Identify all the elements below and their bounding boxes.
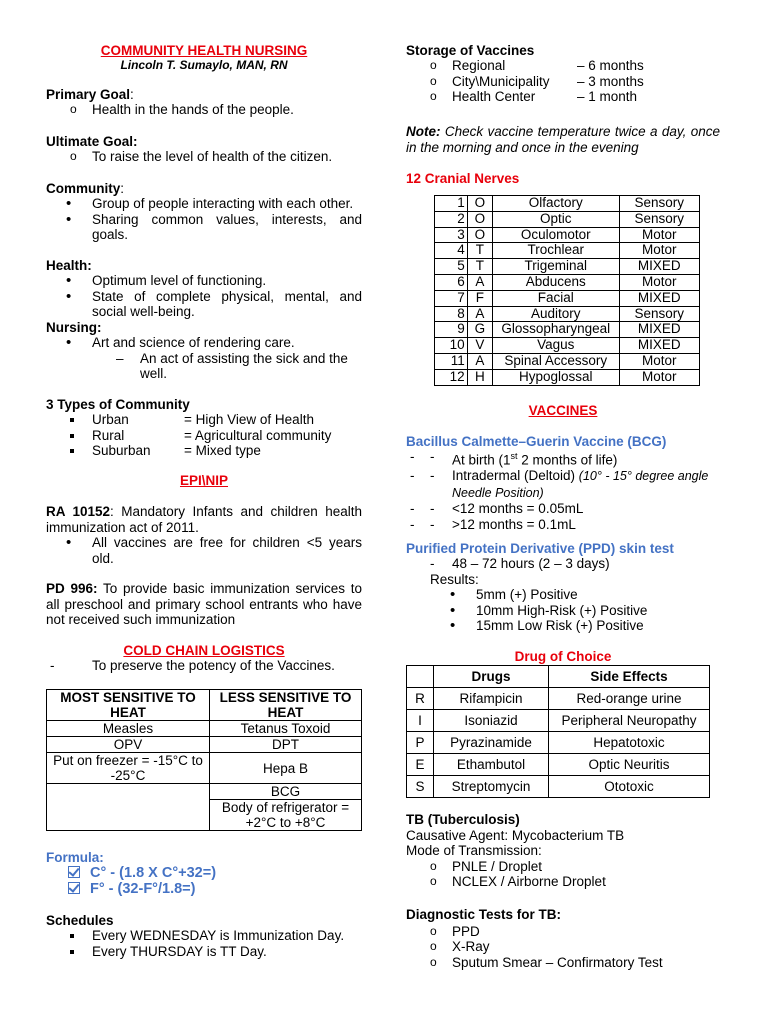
checkbox-icon [68,866,80,878]
vaccines-heading: VACCINES [528,403,598,418]
cranial-row [435,338,700,354]
health-section [46,258,362,320]
cold-table-cell: Put on freezer = -15°C to -25°C [47,753,210,784]
cranial-cell: O [467,211,492,227]
ultimate-goal-section [46,134,362,165]
community-item: • Group of people interacting with each other. [46,196,362,212]
cranial-row [435,227,700,243]
ra-section [46,504,362,566]
ppd-title: Purified Protein Derivative (PPD) skin test [406,541,674,556]
cranial-cell: Trochlear [492,243,619,259]
cranial-cell: G [467,322,492,338]
cranial-cell: Sensory [619,211,699,227]
cranial-cell: Sensory [619,196,699,212]
cranial-cell: A [467,274,492,290]
diagnostic-section [406,907,720,970]
drug-cell: Ototoxic [549,776,710,798]
cranial-cell: O [467,227,492,243]
result-item: • 15mm Low Risk (+) Positive [430,618,720,634]
schedule-item: Every WEDNESDAY is Immunization Day. [46,928,362,944]
storage-row: o Regional – 6 months [406,58,720,74]
cold-table-header: MOST SENSITIVE TO HEAT [47,690,210,721]
cold-chain-item: - To preserve the potency of the Vaccines. [46,658,362,674]
cranial-cell: 6 [435,274,468,290]
cranial-cell: 9 [435,322,468,338]
cranial-cell: MIXED [619,290,699,306]
cranial-cell: MIXED [619,259,699,275]
cold-chain-list [46,658,362,674]
cranial-cell: 12 [435,369,468,385]
cranial-cell: F [467,290,492,306]
tb-mode-item: o PNLE / Droplet [406,859,720,875]
health-item: • State of complete physical, mental, and social well-being. [46,289,362,320]
cranial-cell: Trigeminal [492,259,619,275]
formula-section [46,850,362,897]
cranial-cell: 7 [435,290,468,306]
tb-section [406,812,720,890]
tb-mode-item: o NCLEX / Airborne Droplet [406,874,720,890]
cranial-cell: A [467,353,492,369]
checkbox-icon [68,882,80,894]
ra-item: • All vaccines are free for children <5 years old. [46,535,362,566]
cranial-cell: O [467,196,492,212]
cranial-cell: 11 [435,353,468,369]
drug-cell: Red-orange urine [549,688,710,710]
note-text: Check vaccine temperature twice a day, once in the morning and once in the evening [406,124,720,155]
cranial-cell: Motor [619,353,699,369]
storage-label: Storage of Vaccines [406,43,535,58]
result-item: • 10mm High-Risk (+) Positive [430,603,720,619]
cranial-cell: 1 [435,196,468,212]
storage-row: o Health Center – 1 month [406,89,720,105]
cranial-cell: H [467,369,492,385]
cranial-cell: T [467,243,492,259]
nursing-label: Nursing: [46,320,102,335]
drug-cell: Isoniazid [434,710,549,732]
primary-goal-section [46,87,362,118]
drug-cell: E [407,754,434,776]
bcg-title: Bacillus Calmette–Guerin Vaccine (BCG) [406,434,667,449]
drug-row [407,776,710,798]
bcg-item: - - <12 months = 0.05mL [406,501,720,517]
drug-row [407,688,710,710]
formula-label: Formula: [46,850,104,865]
nursing-subitem: – An act of assisting the sick and the well. [116,350,348,381]
bcg-item: - - Intradermal (Deltoid) (10° - 15° degree angle Needle Position) [406,468,720,501]
drug-cell: I [407,710,434,732]
primary-goal-colon: : [130,87,134,102]
note-section [406,124,720,155]
community-colon: : [120,181,125,196]
formula-line: F° - (32-F°/1.8=) [46,881,362,897]
cold-chain-table [46,689,362,831]
primary-goal-label: Primary Goal [46,87,131,102]
cranial-cell: 2 [435,211,468,227]
cranial-cell: MIXED [619,322,699,338]
cold-table-cell: BCG [210,784,362,800]
cranial-row [435,259,700,275]
cranial-cell: Oculomotor [492,227,619,243]
cold-table-cell: Body of refrigerator = +2°C to +8°C [210,800,362,831]
cranial-row [435,306,700,322]
community-item: • Sharing common values, interests, and goals. [46,212,362,243]
cranial-cell: 4 [435,243,468,259]
schedules-label: Schedules [46,913,114,928]
cranial-cell: Sensory [619,306,699,322]
drug-cell: Pyrazinamide [434,732,549,754]
author-line: Lincoln T. Sumaylo, MAN, RN [120,58,288,72]
cranial-cell: Hypoglossal [492,369,619,385]
bcg-section [406,434,720,532]
cranial-cell: 5 [435,259,468,275]
cranial-cell: Motor [619,227,699,243]
note-label: Note: [406,124,441,139]
pd-text: To provide basic immunization services to all preschool and primary school entrants who have not received such immunization [46,581,362,627]
cranial-row [435,211,700,227]
cranial-cell: Facial [492,290,619,306]
drug-cell: R [407,688,434,710]
cranial-cell: Glossopharyngeal [492,322,619,338]
cranial-cell: Olfactory [492,196,619,212]
cranial-row [435,196,700,212]
cold-table-cell: Tetanus Toxoid [210,721,362,737]
cranial-cell: T [467,259,492,275]
cranial-cell: Auditory [492,306,619,322]
diagnostic-item: o Sputum Smear – Confirmatory Test [406,955,720,971]
diagnostic-item: o PPD [406,924,720,940]
community-type-row: Suburban = Mixed type [46,443,362,459]
schedule-item: Every THURSDAY is TT Day. [46,944,362,960]
cranial-nerves-table [434,195,700,386]
drug-of-choice-table [406,665,710,798]
cranial-nerves-heading: 12 Cranial Nerves [406,171,520,186]
cranial-cell: Optic [492,211,619,227]
drug-cell: Streptomycin [434,776,549,798]
drug-cell: Rifampicin [434,688,549,710]
cranial-cell: Spinal Accessory [492,353,619,369]
cranial-cell: V [467,338,492,354]
ultimate-goal-label: Ultimate Goal: [46,134,138,149]
result-item: • 5mm (+) Positive [430,587,720,603]
storage-section [406,43,720,105]
formula-line: C° - (1.8 X C°+32=) [46,865,362,881]
cranial-cell: 8 [435,306,468,322]
drug-row [407,754,710,776]
cranial-cell: A [467,306,492,322]
schedules-section [46,913,362,959]
tb-agent: Causative Agent: Mycobacterium TB [406,827,625,843]
cold-table-cell: Hepa B [210,753,362,784]
cold-chain-heading: COLD CHAIN LOGISTICS [123,643,285,658]
community-label: Community [46,181,121,196]
drug-header-cell: Drugs [434,666,549,688]
ppd-section [406,541,720,634]
cold-table-cell: DPT [210,737,362,753]
bcg-item: - - >12 months = 0.1mL [406,517,720,533]
ppd-item: - 48 – 72 hours (2 – 3 days) [430,556,610,571]
cold-table-header: LESS SENSITIVE TO HEAT [210,690,362,721]
primary-goal-item: o Health in the hands of the people. [46,102,362,118]
cold-table-cell [47,784,210,831]
cranial-row [435,322,700,338]
cold-table-cell: OPV [47,737,210,753]
cold-table-cell: Measles [47,721,210,737]
document-title: COMMUNITY HEALTH NURSING [100,43,308,58]
community-section [46,181,362,243]
cranial-cell: Vagus [492,338,619,354]
tb-mode-label: Mode of Transmission: [406,843,542,858]
pd-label: PD 996: [46,581,98,596]
health-label: Health: [46,258,92,273]
diagnostic-item: o X-Ray [406,939,720,955]
ra-text: : Mandatory Infants and children health immunization act of 2011. [46,504,362,535]
health-item: • Optimum level of functioning. [46,273,362,289]
cranial-row [435,243,700,259]
diagnostic-title: Diagnostic Tests for TB: [406,907,562,922]
tb-title: TB (Tuberculosis) [406,812,520,827]
drug-of-choice-heading: Drug of Choice [514,649,612,664]
ultimate-goal-item: o To raise the level of health of the citizen. [46,149,362,165]
nursing-item: • Art and science of rendering care. [46,335,362,351]
drug-header-cell [407,666,434,688]
community-types-label: 3 Types of Community [46,397,190,412]
cranial-cell: Motor [619,274,699,290]
drug-row [407,710,710,732]
drug-header-cell: Side Effects [549,666,710,688]
drug-cell: Ethambutol [434,754,549,776]
cranial-cell: Motor [619,369,699,385]
community-type-row: Urban = High View of Health [46,412,362,428]
community-types-section [46,397,362,459]
bcg-item: - - At birth (1st 2 months of life) [406,449,720,468]
drug-cell: S [407,776,434,798]
cranial-row [435,353,700,369]
cranial-cell: Motor [619,243,699,259]
results-label: Results: [430,571,479,587]
storage-row: o City\Municipality – 3 months [406,74,720,90]
cranial-row [435,369,700,385]
cranial-row [435,274,700,290]
drug-cell: Peripheral Neuropathy [549,710,710,732]
cranial-cell: Abducens [492,274,619,290]
drug-header-row [407,666,710,688]
drug-cell: Hepatotoxic [549,732,710,754]
cranial-cell: 3 [435,227,468,243]
drug-cell: Optic Neuritis [549,754,710,776]
community-type-row: Rural = Agricultural community [46,428,362,444]
nursing-section [46,320,362,382]
pd-section [46,581,362,628]
cranial-cell: 10 [435,338,468,354]
drug-cell: P [407,732,434,754]
ra-label: RA 10152 [46,504,111,519]
epi-nip-heading: EPI\NIP [179,473,228,488]
cranial-row [435,290,700,306]
cranial-cell: MIXED [619,338,699,354]
drug-row [407,732,710,754]
